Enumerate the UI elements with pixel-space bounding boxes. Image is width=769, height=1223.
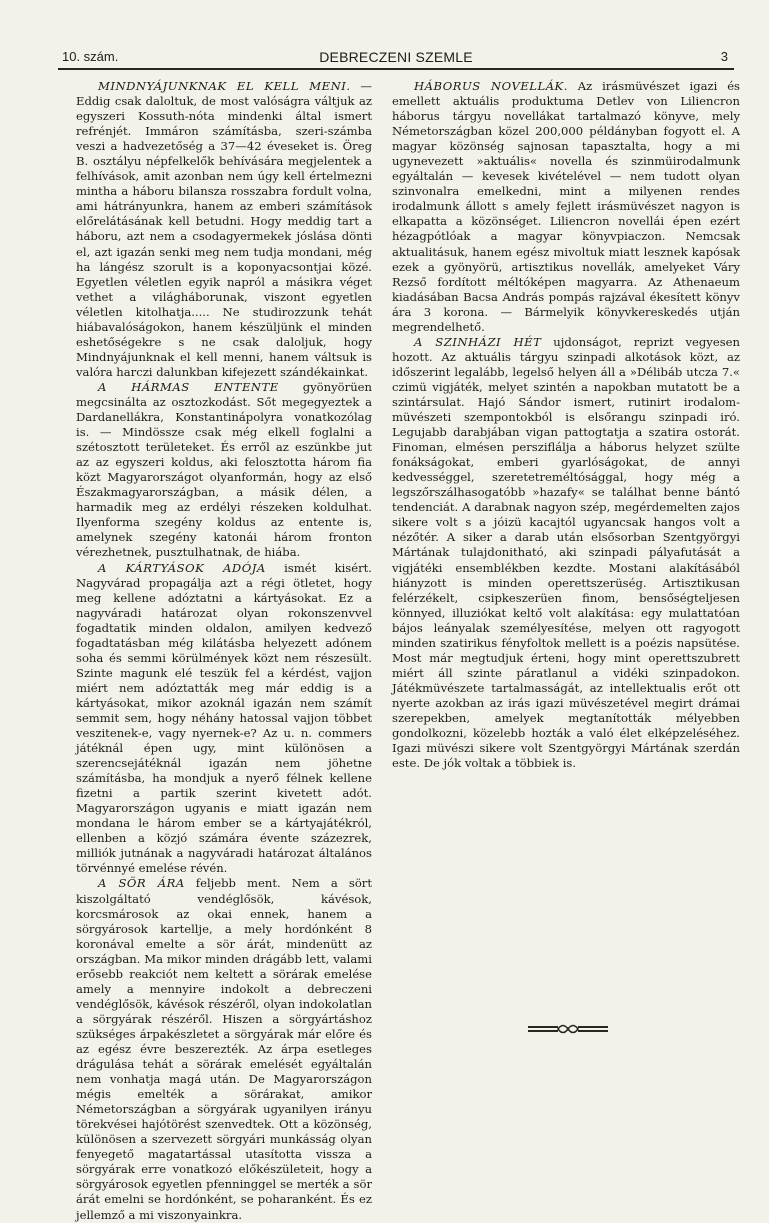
article-body: feljebb ment. Nem a sört kiszolgáltató vendéglősök, kávésok, korcsmárosok az okai ennek, hanem a sörgyárosok kartellje, a mely hordónként 8 koronával emelte a sör árát, mindenütt az országban. Ma mikor minden drágább lett, valami erősebb reakciót nem keltett a sörárak emelése amely a mennyire indokolt a debreczeni vendéglősök, kávésok részéről, olyan indokolatlan a sörgyárak részéről. Hiszen a sörgyártáshoz szükséges árpakészletet a sörgyárak már előre és az egész évre beszerezték. Az árpa esetleges drágulása tehát a sörárak emelését egyáltalán nem vonhatja magá után. De Magyarországon mégis emelték a sörárakat, amikor Németországban a sörgyárak ugyanilyen irányu törekvései hajótörést szenvedtek. Ott a közönség, különösen a szervezett sörgyári munkásság olyan fenyegető magatartással utasította vissza a sörgyárak erre vonatkozó előkészületeit, hogy a sörgyárosok egyetlen pfenninggel se merték a sör árát emelni se hordónként, se poharanként. És ez jellemző a mi viszonyainkra.: [76, 876, 372, 1222]
issue-number: 10. szám.: [62, 49, 119, 64]
article-body: — Eddig csak daloltuk, de most valóságra váltjuk az egyszeri Kossuth-nóta mindenki által ismert refrénjét. Immáron számításba, szeri-számba veszi a hadvezetőség a 37—42 éveseket is. Öreg B. osztályu népfelkelők behívására megjelentek a felhívások, amit azonban nem úgy kell értelmezni mintha a háboru bilansza rosszabra fordult volna, ami hátrányunkra, hanem az emberi számítások előrelátásának kell betudni. Hogy meddig tart a háboru, azt nem a csodagyermekek jóslása dönti el, azt igazán senki meg nem tudja mondani, még ha lángész szorult is a koponyacsontjai közé. Egyetlen véletlen egyik napról a másikra véget vethet a világháborunak, viszont egyetlen véletlen kitolhatja..... Ne studirozzunk tehát hiábavalóságokon, hanem készüljünk el minden eshetőségekre s ne csak daloljuk, hogy Mindnyájunknak el kell menni, hanem váltsuk is valóra harczi dalunkban kifejezett szándékainkat.: [76, 79, 372, 379]
page-header: [58, 46, 734, 70]
article-body: Az irásmüvészet igazi és emellett aktuális produktuma Detlev von Liliencron háborus tárgyu novellákat tartalmazó könyve, mely Németországban közel 200,000 példányban fogyott el. A magyar közönség sajnosan tapasztalta, hogy a mi ugynevezett »aktuális« novella és szinmüirodalmunk egyáltalán — kevesek kivételével — nem tudott olyan szinvonalra emelkedni, mint a milyenen rendes irodalmunk állott s amely fejlett irásmüvészet nagyon is elkapatta a közönséget. Liliencron novellái épen ezért hézagpótlóak a magyar könyvpiaczon. Nemcsak aktualitásuk, hanem egész mivoltuk miatt lesznek kapósak ezek a gyönyörü, artisztikus novellák, amelyeket Váry Rezső fordított méltóképen magyarra. Az Athenaeum kiadásában Bacsa András pompás rajzával ékesített könyv ára 3 korona. — Bármelyik könyvkereskedés utján megrendelhető.: [392, 79, 741, 334]
article-body: ujdonságot, reprizt vegyesen hozott. Az aktuális tárgyu szinpadi alkotások közt, az időszerint legalább, legelső helyen áll a »Délibáb utcza 7.« czimü vigjáték, melyet szintén a napokban mutatott be a szintársulat. Hajó Sándor ismert, rutinirt irodalom-müvészeti szempontokból is elsőrangu szinpadi iró. Legujabb darabjában vigan pattogtatja a szatira ostorát. Finoman, elmésen persziflálja a háborus helyzet szülte fonákságokat, emberi gyarlóságokat, de annyi kedvességgel, szeretetreméltósággal, hogy még a legszőrszálhasogatóbb »hazafy« se találhat benne bántó tendenciát. A darabnak nagyon szép, megérdemelten zajos sikere volt s a jóizü kacajtól ugyancsak hangos volt a nézőtér. A siker a darab után elsősorban Szentgyörgyi Mártának tulajdonitható, aki szinpadi pályafutását a vigjátéki ensemblékben kezdte. Mostani alakításából hiányzott is minden operettszerüség. Artisztikusan felérzékelt, csipkeszerüen finom, bensőségteljesen könnyed, illuziókat keltő volt alakítása: egy mulattatóan bájos leányalak személyesítése, melyen ott ragyogott minden szatirikus fényfoltok mellett is a poézis napsütése. Most már megtudjuk érteni, hogy mint operettszubrett miért áll szinte páratlanul a vidéki szinpadokon. Játékmüvészete tartalmasságát, az intellektualis erőt ott nyerte azokban az irás igazi müvészetével megirt drámai szerepekben, amelyek megtanították mélyebben gondolkozni, közelebb hozták a való élet elképzeléséhez. Igazi müvészi sikere volt Szentgyörgyi Mártának szerdán este. De jók voltak a többiek is.: [392, 334, 740, 771]
article-heading: HÁBORUS NOVELLÁK.: [414, 79, 568, 93]
article-heading: A SÖR ÁRA: [98, 876, 185, 891]
journal-title: DEBRECZENI SZEMLE: [319, 49, 473, 65]
left-column: [76, 79, 372, 1223]
article-sor-ara: [76, 876, 372, 1222]
article-haborus-novellak: [392, 79, 740, 335]
article-szinhazi-het: [392, 335, 740, 771]
article-heading: MINDNYÁJUNKNAK EL KELL MENI.: [98, 79, 351, 93]
article-heading: A SZINHÁZI HÉT: [414, 334, 542, 349]
article-heading: A HÁRMAS ENTENTE: [98, 379, 279, 394]
article-body: gyönyörüen megcsinálta az osztozkodást. Sőt megegyeztek a Dardanellákra, Konstantinápolyra vonatkozólag is. — Mindössze csak még elkell foglalni a szétosztott területeket. És erről az eszünkbe jut az az egyszeri koldus, aki felosztotta három fia közt Magyarországot olyanformán, hogy az első Északmagyarországban, a másik délen, a harmadik meg az erdélyi részeken koldulhat. Ilyenforma szegény koldus az entente is, amelynek szegény katonái három fronton vérezhetnek, pusztulhatnak, de hiába.: [76, 379, 372, 560]
end-ornament-icon: [526, 1022, 610, 1036]
article-mindnyajunknak: [76, 79, 372, 380]
page-number: 3: [720, 49, 728, 64]
right-column: [392, 79, 740, 771]
article-heading: A KÁRTYÁSOK ADÓJA: [98, 560, 266, 575]
article-harmas-entente: [76, 380, 372, 561]
article-body: ismét kisért. Nagyvárad propagálja azt a régi ötletet, hogy meg kellene adóztatni a kártyásokat. Ez a nagyváradi határozat olyan rokonszenvvel fogadtatik minden oldalon, amilyen kedvező fogadtatásban még kilátásba helyezett adónem soha és semmi körülmények közt nem részesült. Szinte magunk elé teszük fel a kérdést, vajjon miért nem adóztatták meg már eddig is a kártyásokat, mikor azoknál igazán nem számít semmit sem, hogy néhány hatossal vajjon többet veszitenek-e, vagy nyernek-e? Az u. n. commers játéknál épen ugy, mint különösen a szerencsejátéknál igazán nem jöhetne számításba, ha mondjuk a nyerő félnek kellene fizetni a partik szerint kivetett adót. Magyarországon ugyanis e miatt igazán nem mondana le három ember se a kártyajátékról, ellenben a közjó számára évente százezrek, milliók jutnának a nagyváradi határozat általános törvénnyé emelése révén.: [76, 560, 372, 876]
article-kartyasok-adoja: [76, 561, 372, 877]
